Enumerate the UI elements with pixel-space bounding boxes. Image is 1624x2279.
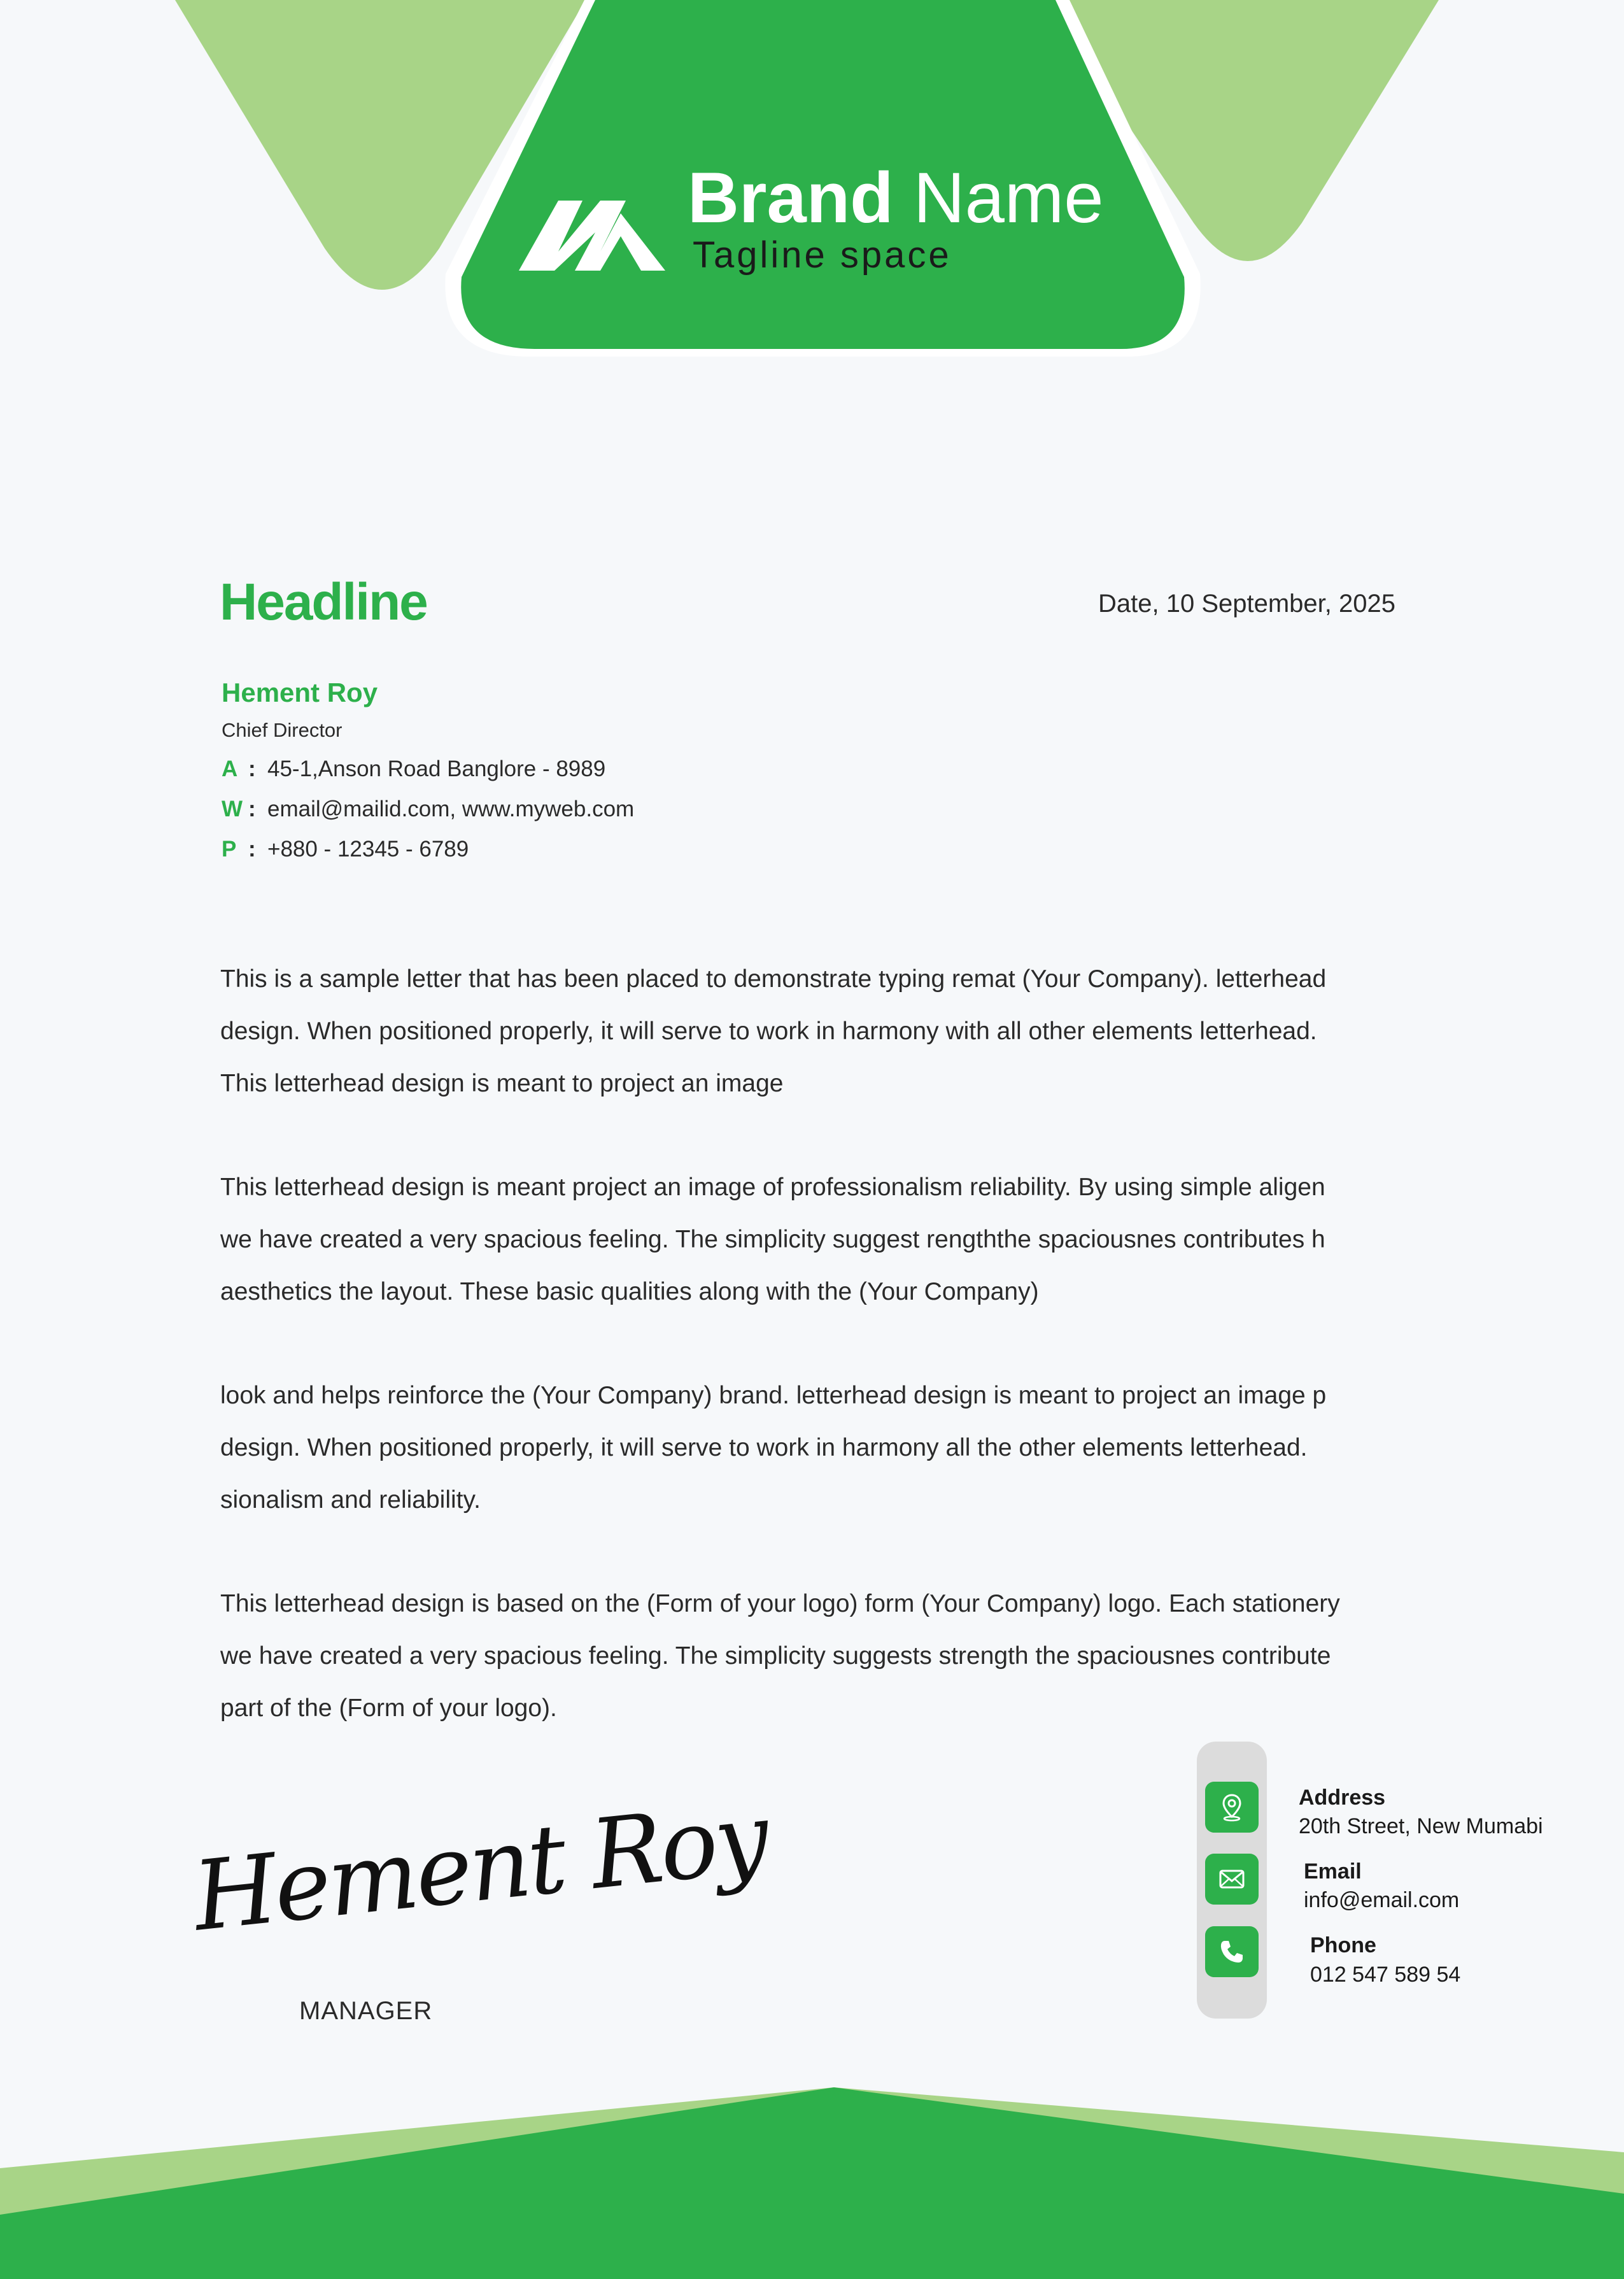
contact-key: A: [222, 756, 238, 781]
body-line: This letterhead design is meant project an image of professionalism reliability. By using simple aligen: [220, 1174, 1325, 1201]
body-line: This letterhead design is based on the (Form of your logo) form (Your Company) logo. Each stationery: [220, 1590, 1340, 1617]
contact-colon: :: [248, 756, 256, 781]
body-paragraph-1: [220, 953, 1493, 1110]
contact-value: email@mailid.com, www.myweb.com: [267, 797, 635, 821]
info-email-label: Email: [1304, 1859, 1362, 1884]
brand-name-light: Name: [913, 158, 1104, 238]
body-line: we have created a very spacious feeling. The simplicity suggest rengththe spaciousnes contributes h: [220, 1226, 1325, 1253]
body-paragraph-3: [220, 1370, 1493, 1526]
sender-role: Chief Director: [222, 719, 342, 741]
body-line: design. When positioned properly, it will serve to work in harmony all the other elements letterhead.: [220, 1434, 1308, 1461]
body-line: This is a sample letter that has been placed to demonstrate typing remat (Your Company). letterhead: [220, 965, 1327, 993]
info-email-value: info@email.com: [1304, 1888, 1460, 1912]
info-address-label: Address: [1299, 1786, 1386, 1810]
contact-phone: [222, 838, 469, 860]
contact-colon: :: [248, 837, 256, 862]
body-line: This letterhead design is meant to project an image: [220, 1070, 784, 1097]
brand-header: [0, 0, 1624, 357]
contact-value: 45-1,Anson Road Banglore - 8989: [267, 756, 606, 781]
contact-value: +880 - 12345 - 6789: [267, 837, 469, 862]
phone-icon: [1205, 1926, 1259, 1977]
body-line: aesthetics the layout. These basic qualities along with the (Your Company): [220, 1278, 1039, 1305]
contact-address: [222, 758, 605, 780]
brand-name: [688, 158, 1104, 238]
body-paragraph-2: [220, 1161, 1493, 1318]
contact-key: W: [222, 797, 243, 821]
body-line: part of the (Form of your logo).: [220, 1694, 557, 1722]
body-line: sionalism and reliability.: [220, 1486, 481, 1514]
contact-web: [222, 798, 634, 820]
letter-date: Date, 10 September, 2025: [1098, 590, 1395, 618]
signature-title: MANAGER: [299, 1997, 433, 2025]
body-line: we have created a very spacious feeling. The simplicity suggests strength the spaciousnes contribute: [220, 1642, 1331, 1670]
info-address-value: 20th Street, New Mumabi: [1299, 1814, 1543, 1838]
headline: Headline: [220, 573, 427, 631]
brand-tagline: Tagline space: [693, 234, 952, 276]
body-line: look and helps reinforce the (Your Company) brand. letterhead design is meant to project an image p: [220, 1382, 1327, 1409]
body-paragraph-4: [220, 1578, 1493, 1735]
brand-name-bold: Brand: [688, 158, 894, 238]
signature: Hement Roy: [188, 1782, 772, 1953]
location-pin-icon: [1205, 1782, 1259, 1833]
envelope-icon: [1205, 1854, 1259, 1905]
body-line: design. When positioned properly, it will serve to work in harmony with all other elements letterhead.: [220, 1018, 1317, 1045]
zigzag-mountain-logo-icon: [519, 181, 665, 274]
contact-key: P: [222, 837, 237, 862]
contact-colon: :: [248, 797, 256, 821]
footer-main-band: [0, 2087, 1624, 2279]
info-phone-label: Phone: [1310, 1933, 1376, 1957]
sender-name: Hement Roy: [222, 678, 378, 707]
info-phone-value: 012 547 589 54: [1310, 1963, 1461, 1987]
